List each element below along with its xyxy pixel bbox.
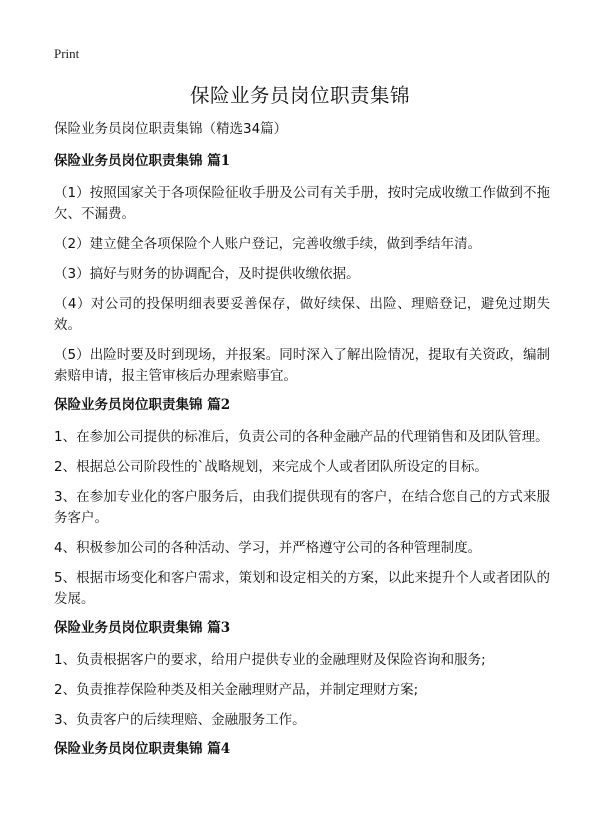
section-1 bbox=[54, 152, 550, 387]
section-heading: 保险业务员岗位职责集锦 篇2 bbox=[54, 397, 231, 413]
paragraph: （3）搞好与财务的协调配合，及时提供收缴依据。 bbox=[54, 266, 360, 282]
paragraph: （4）对公司的投保明细表要妥善保存，做好续保、出险、理赔登记，避免过期失效。 bbox=[54, 296, 550, 333]
document-title: 保险业务员岗位职责集锦 bbox=[189, 84, 410, 107]
document-body bbox=[54, 120, 550, 771]
section-heading: 保险业务员岗位职责集锦 篇3 bbox=[54, 620, 231, 636]
paragraph: 1、在参加公司提供的标准后，负责公司的各种金融产品的代理销售和及团队管理。 bbox=[54, 429, 549, 445]
paragraph: （1）按照国家关于各项保险征收手册及公司有关手册，按时完成收缴工作做到不拖欠、不漏费。 bbox=[54, 185, 550, 222]
document-subtitle: 保险业务员岗位职责集锦（精选34篇） bbox=[54, 121, 288, 137]
paragraph: 2、根据总公司阶段性的`战略规划，来完成个人或者团队所设定的目标。 bbox=[54, 459, 488, 475]
section-heading: 保险业务员岗位职责集锦 篇1 bbox=[54, 153, 231, 169]
paragraph: 3、负责客户的后续理赔、金融服务工作。 bbox=[54, 712, 306, 728]
paragraph: 4、积极参加公司的各种活动、学习，并严格遵守公司的各种管理制度。 bbox=[54, 540, 482, 556]
paragraph: 5、根据市场变化和客户需求，策划和设定相关的方案，以此来提升个人或者团队的发展。 bbox=[54, 570, 550, 607]
section-2 bbox=[54, 396, 550, 610]
paragraph: 3、在参加专业化的客户服务后，由我们提供现有的客户，在结合您自己的方式来服务客户。 bbox=[54, 489, 550, 526]
paragraph: （2）建立健全各项保险个人账户登记，完善收缴手续，做到季结年清。 bbox=[54, 236, 482, 252]
section-heading: 保险业务员岗位职责集锦 篇4 bbox=[54, 741, 231, 757]
paragraph: 1、负责根据客户的要求，给用户提供专业的金融理财及保险咨询和服务; bbox=[54, 652, 486, 668]
print-link[interactable]: Print bbox=[54, 46, 80, 61]
paragraph: 2、负责推荐保险种类及相关金融理财产品，并制定理财方案; bbox=[54, 682, 419, 698]
section-3 bbox=[54, 619, 550, 731]
paragraph: （5）出险时要及时到现场，并报案。同时深入了解出险情况，提取有关资政，编制索赔申请，报主管审核后办理索赔事宜。 bbox=[54, 347, 550, 384]
section-4 bbox=[54, 740, 550, 758]
